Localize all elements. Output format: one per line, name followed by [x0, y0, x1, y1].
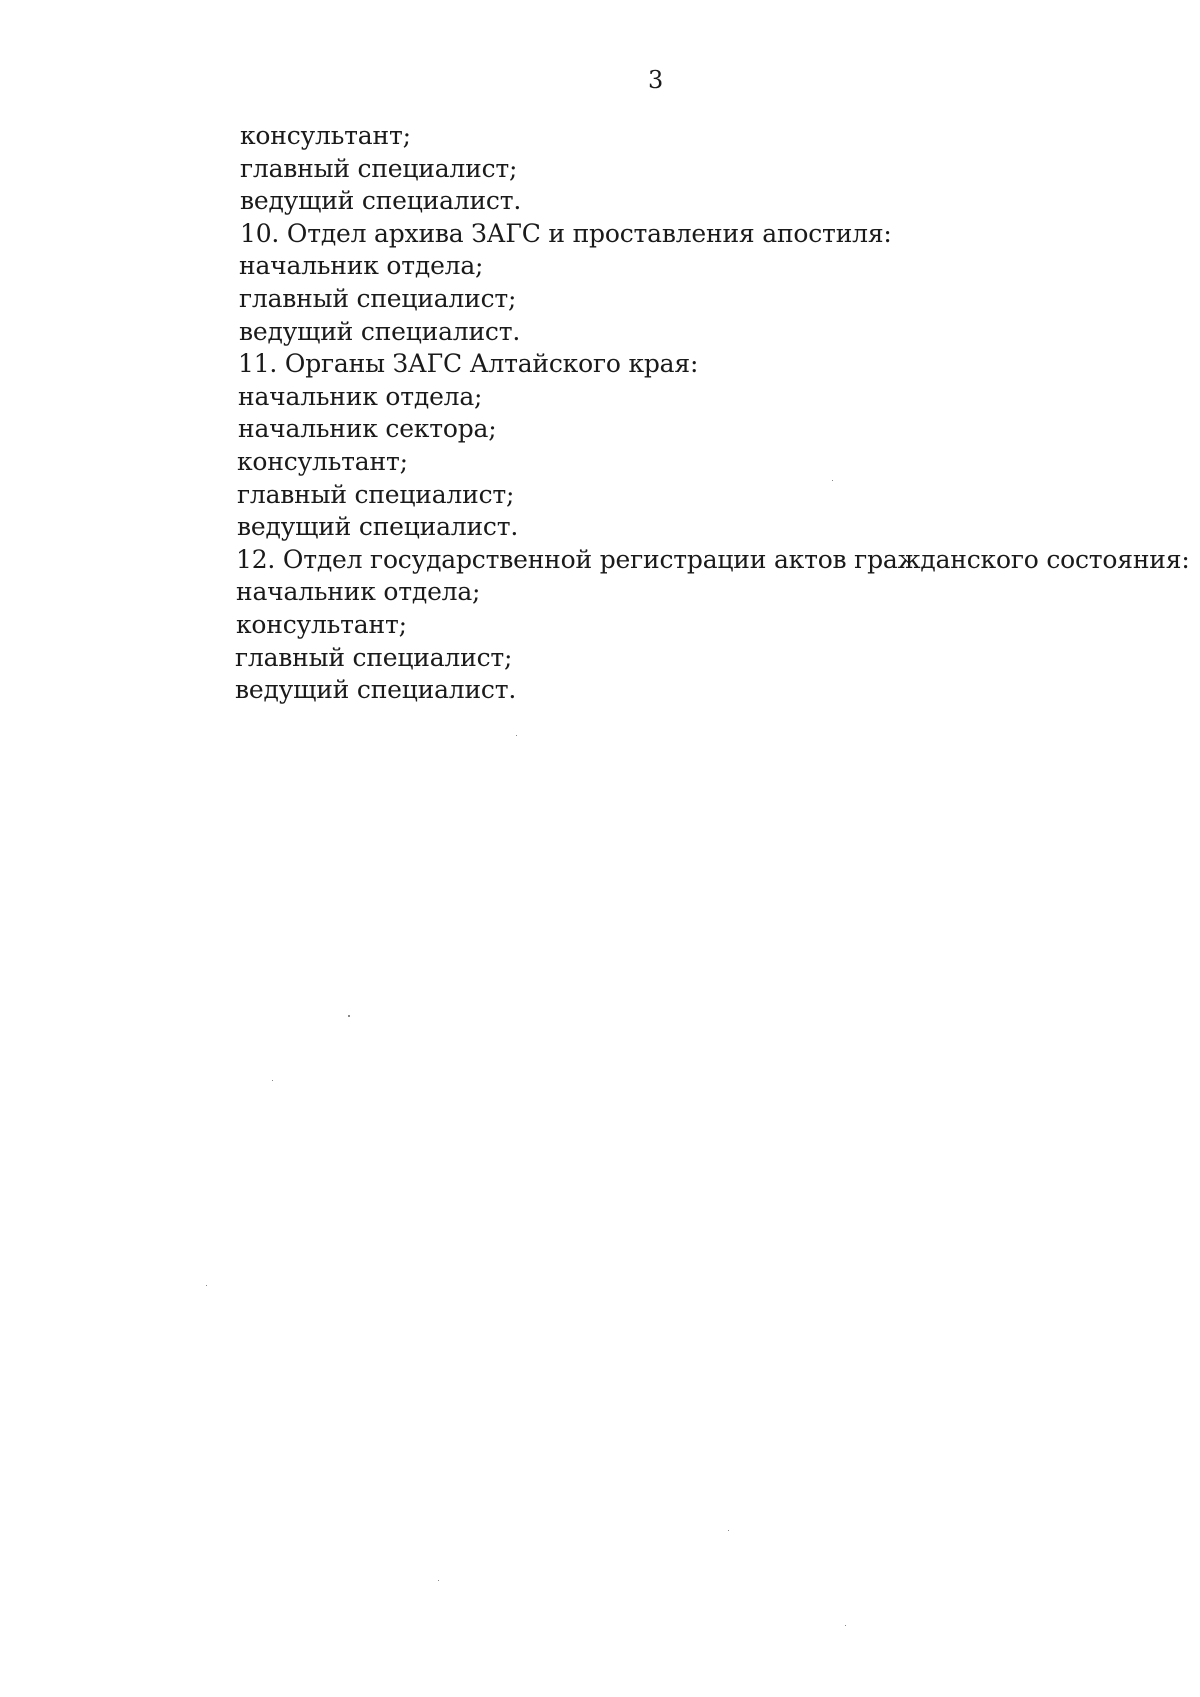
- list-item: ведущий специалист.: [237, 512, 519, 542]
- list-item: консультант;: [240, 121, 411, 150]
- list-item: главный специалист;: [237, 479, 515, 509]
- scan-speck: [348, 1015, 350, 1017]
- scan-speck: [516, 735, 517, 736]
- section-heading-10: 10. Отдел архива ЗАГС и проставления апостиля:: [240, 218, 892, 248]
- section-heading-12: 12. Отдел государственной регистрации актов гражданского состояния:: [236, 544, 1190, 574]
- list-item: главный специалист;: [240, 153, 518, 183]
- list-item: консультант;: [237, 446, 408, 476]
- list-item: начальник отдела;: [236, 577, 481, 607]
- list-item: консультант;: [236, 609, 407, 639]
- scan-speck: [438, 1580, 439, 1581]
- section-heading-11: 11. Органы ЗАГС Алтайского края:: [238, 349, 699, 379]
- list-item: ведущий специалист.: [235, 675, 517, 705]
- document-body: [235, 120, 1190, 707]
- scan-speck: [845, 1625, 846, 1626]
- page-number: 3: [648, 66, 664, 94]
- list-item: главный специалист;: [239, 283, 517, 313]
- scan-speck: [832, 480, 833, 481]
- list-item: начальник отдела;: [239, 251, 484, 281]
- list-item: ведущий специалист.: [240, 186, 522, 216]
- scan-speck: [272, 1080, 273, 1081]
- list-item: ведущий специалист.: [239, 316, 521, 346]
- list-item: начальник сектора;: [238, 414, 497, 444]
- scan-speck: [728, 1530, 729, 1531]
- list-item: начальник отдела;: [238, 381, 483, 411]
- scan-speck: [206, 1285, 207, 1286]
- list-item: главный специалист;: [235, 642, 513, 672]
